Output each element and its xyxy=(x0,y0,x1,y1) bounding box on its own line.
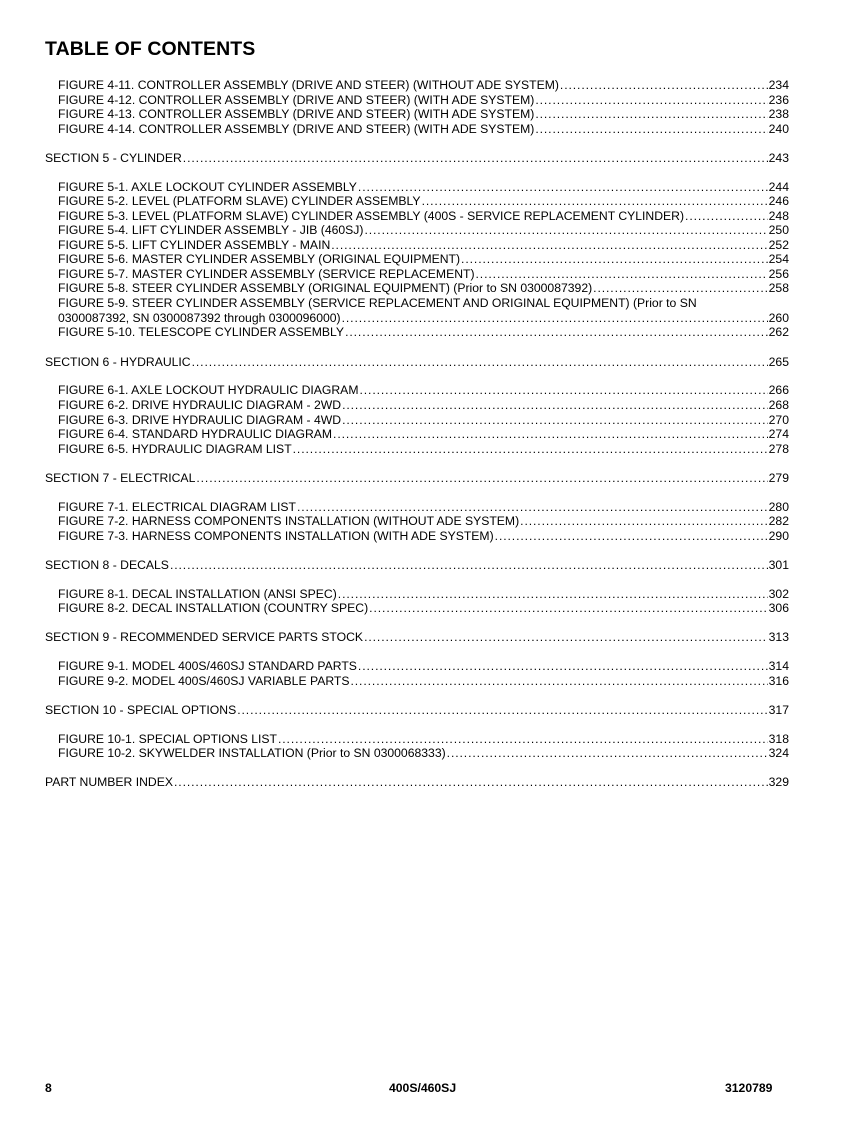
toc-entry-figure-5-2[interactable] xyxy=(58,194,789,209)
toc-entry-label: FIGURE 5-8. STEER CYLINDER ASSEMBLY (ORIGINAL EQUIPMENT) (Prior to SN 0300087392) xyxy=(58,281,593,295)
toc-entry-page: 234 xyxy=(768,78,789,92)
dot-leader xyxy=(196,471,767,486)
dot-leader xyxy=(520,514,768,529)
toc-entry-page: 280 xyxy=(768,500,789,514)
toc-entry-page: 254 xyxy=(768,252,789,266)
toc-entry-label: FIGURE 6-3. DRIVE HYDRAULIC DIAGRAM - 4WD xyxy=(58,413,342,427)
toc-entry-figure-5-8[interactable] xyxy=(58,281,789,296)
dot-leader xyxy=(560,78,768,93)
toc-entry-figure-5-4[interactable] xyxy=(58,223,789,238)
toc-entry-figure-4-11[interactable] xyxy=(58,78,789,93)
toc-entry-figure-5-3[interactable] xyxy=(58,209,789,224)
toc-entry-page: 301 xyxy=(768,558,789,572)
toc-entry-label: FIGURE 7-3. HARNESS COMPONENTS INSTALLATION (WITH ADE SYSTEM) xyxy=(58,529,494,543)
toc-entry-label: 0300087392, SN 0300087392 through 0300096000) xyxy=(58,311,341,325)
toc-entry-label: FIGURE 10-2. SKYWELDER INSTALLATION (Prior to SN 0300068333) xyxy=(58,746,446,760)
toc-entry-page: 274 xyxy=(768,427,789,441)
dot-leader xyxy=(350,674,767,689)
toc-entry-figure-4-13[interactable] xyxy=(58,107,789,122)
toc-entry-page: 268 xyxy=(768,398,789,412)
toc-entry-section-5[interactable] xyxy=(45,151,789,166)
toc-entry-page: 243 xyxy=(768,151,789,165)
footer-page-number: 8 xyxy=(45,1081,52,1095)
toc-entry-page: 252 xyxy=(768,238,789,252)
toc-entry-label: SECTION 5 - CYLINDER xyxy=(45,151,182,165)
dot-leader xyxy=(342,413,768,428)
dot-leader xyxy=(237,703,767,718)
dot-leader xyxy=(342,398,768,413)
toc-entry-label: FIGURE 6-1. AXLE LOCKOUT HYDRAULIC DIAGRAM xyxy=(58,383,359,397)
toc-entry-label: FIGURE 7-1. ELECTRICAL DIAGRAM LIST xyxy=(58,500,296,514)
dot-leader xyxy=(535,93,767,108)
toc-entry-page: 260 xyxy=(768,311,789,325)
toc-entry-label: SECTION 9 - RECOMMENDED SERVICE PARTS STOCK xyxy=(45,630,364,644)
toc-entry-page: 266 xyxy=(768,383,789,397)
dot-leader xyxy=(535,122,767,137)
toc-entry-figure-5-7[interactable] xyxy=(58,267,789,282)
toc-entry-section-7[interactable] xyxy=(45,471,789,486)
toc-entry-label: FIGURE 4-14. CONTROLLER ASSEMBLY (DRIVE AND STEER) (WITH ADE SYSTEM) xyxy=(58,122,535,136)
toc-entry-page: 256 xyxy=(768,267,789,281)
toc-entry-page: 244 xyxy=(768,180,789,194)
toc-entry-page: 236 xyxy=(768,93,789,107)
dot-leader xyxy=(593,281,768,296)
dot-leader xyxy=(183,151,768,166)
toc-entry-figure-10-2[interactable] xyxy=(58,746,789,761)
toc-entry-page: 329 xyxy=(768,775,789,789)
toc-entry-label: FIGURE 9-1. MODEL 400S/460SJ STANDARD PARTS xyxy=(58,659,357,673)
toc-entry-page: 238 xyxy=(768,107,789,121)
toc-entry-figure-5-6[interactable] xyxy=(58,252,789,267)
toc-entry-page: 240 xyxy=(768,122,789,136)
toc-entry-figure-5-5[interactable] xyxy=(58,238,789,253)
dot-leader xyxy=(358,180,768,195)
toc-entry-section-8[interactable] xyxy=(45,558,789,573)
toc-entry-section-9[interactable] xyxy=(45,630,789,645)
toc-entry-figure-4-12[interactable] xyxy=(58,93,789,108)
page-title: TABLE OF CONTENTS xyxy=(45,38,256,60)
toc-entry-page: 265 xyxy=(768,355,789,369)
toc-entry-page: 313 xyxy=(768,630,789,644)
toc-entry-figure-7-1[interactable] xyxy=(58,500,789,515)
toc-entry-label: FIGURE 4-12. CONTROLLER ASSEMBLY (DRIVE AND STEER) (WITH ADE SYSTEM) xyxy=(58,93,535,107)
dot-leader xyxy=(192,355,768,370)
footer-doc-number: 3120789 xyxy=(725,1081,773,1095)
dot-leader xyxy=(364,630,768,645)
toc-entry-figure-8-2[interactable] xyxy=(58,601,789,616)
toc-entry-label: FIGURE 7-2. HARNESS COMPONENTS INSTALLATION (WITHOUT ADE SYSTEM) xyxy=(58,514,520,528)
toc-entry-label: FIGURE 5-4. LIFT CYLINDER ASSEMBLY - JIB (460SJ) xyxy=(58,223,364,237)
dot-leader xyxy=(342,311,768,326)
dot-leader xyxy=(535,107,767,122)
dot-leader xyxy=(345,325,768,340)
toc-entry-page: 302 xyxy=(768,587,789,601)
toc-entry-page: 282 xyxy=(768,514,789,528)
footer-model: 400S/460SJ xyxy=(389,1081,457,1095)
dot-leader xyxy=(331,238,767,253)
toc-entry-label: SECTION 6 - HYDRAULIC xyxy=(45,355,191,369)
toc-entry-figure-10-1[interactable] xyxy=(58,732,789,747)
toc-entry-label: FIGURE 5-3. LEVEL (PLATFORM SLAVE) CYLINDER ASSEMBLY (400S - SERVICE REPLACEMENT CYLINDER) xyxy=(58,209,685,223)
toc-entry-page: 314 xyxy=(768,659,789,673)
dot-leader xyxy=(333,427,768,442)
toc-entry-page: 318 xyxy=(768,732,789,746)
toc-entry-figure-8-1[interactable] xyxy=(58,587,789,602)
dot-leader xyxy=(447,746,768,761)
toc-entry-page: 258 xyxy=(768,281,789,295)
toc-entry-label: FIGURE 6-2. DRIVE HYDRAULIC DIAGRAM - 2WD xyxy=(58,398,342,412)
dot-leader xyxy=(461,252,768,267)
toc-entry-figure-9-1[interactable] xyxy=(58,659,789,674)
toc-entry-section-6[interactable] xyxy=(45,355,789,370)
toc-entry-figure-7-2[interactable] xyxy=(58,514,789,529)
toc-entry-label: FIGURE 5-10. TELESCOPE CYLINDER ASSEMBLY xyxy=(58,325,345,339)
dot-leader xyxy=(359,383,767,398)
toc-entry-label: FIGURE 5-5. LIFT CYLINDER ASSEMBLY - MAIN xyxy=(58,238,331,252)
toc-entry-label: FIGURE 6-4. STANDARD HYDRAULIC DIAGRAM xyxy=(58,427,333,441)
toc-entry-page: 324 xyxy=(768,746,789,760)
toc-entry-label: SECTION 8 - DECALS xyxy=(45,558,169,572)
toc-entry-figure-9-2[interactable] xyxy=(58,674,789,689)
toc-entry-label: FIGURE 4-11. CONTROLLER ASSEMBLY (DRIVE AND STEER) (WITHOUT ADE SYSTEM) xyxy=(58,78,559,92)
toc-entry-page: 316 xyxy=(768,674,789,688)
toc-entry-page: 290 xyxy=(768,529,789,543)
toc-entry-label: FIGURE 10-1. SPECIAL OPTIONS LIST xyxy=(58,732,277,746)
dot-leader xyxy=(170,558,768,573)
toc-entry-label: PART NUMBER INDEX xyxy=(45,775,173,789)
toc-entry-label: FIGURE 9-2. MODEL 400S/460SJ VARIABLE PARTS xyxy=(58,674,350,688)
toc-entry-label: FIGURE 8-2. DECAL INSTALLATION (COUNTRY SPEC) xyxy=(58,601,369,615)
toc-entry-figure-5-9-line-1[interactable]: FIGURE 5-9. STEER CYLINDER ASSEMBLY (SERVICE REPLACEMENT AND ORIGINAL EQUIPMENT) (Prior to SN xyxy=(58,296,697,310)
toc-entry-figure-5-9[interactable] xyxy=(58,311,789,326)
dot-leader xyxy=(495,529,768,544)
dot-leader xyxy=(278,732,768,747)
toc-entry-page: 279 xyxy=(768,471,789,485)
toc-entry-figure-5-1[interactable] xyxy=(58,180,789,195)
toc-entry-label: FIGURE 5-6. MASTER CYLINDER ASSEMBLY (ORIGINAL EQUIPMENT) xyxy=(58,252,461,266)
dot-leader xyxy=(174,775,768,790)
dot-leader xyxy=(358,659,768,674)
toc-entry-label: FIGURE 8-1. DECAL INSTALLATION (ANSI SPEC) xyxy=(58,587,337,601)
toc-entry-figure-6-3[interactable] xyxy=(58,413,789,428)
dot-leader xyxy=(297,500,768,515)
toc-entry-label: FIGURE 6-5. HYDRAULIC DIAGRAM LIST xyxy=(58,442,292,456)
toc-entry-figure-6-2[interactable] xyxy=(58,398,789,413)
dot-leader xyxy=(364,223,767,238)
toc-entry-figure-6-5[interactable] xyxy=(58,442,789,457)
dot-leader xyxy=(369,601,767,616)
dot-leader xyxy=(338,587,768,602)
toc-entry-label: SECTION 10 - SPECIAL OPTIONS xyxy=(45,703,237,717)
toc-entry-label: FIGURE 5-2. LEVEL (PLATFORM SLAVE) CYLINDER ASSEMBLY xyxy=(58,194,421,208)
dot-leader xyxy=(293,442,768,457)
toc-entry-section-10[interactable] xyxy=(45,703,789,718)
toc-entry-figure-5-10[interactable] xyxy=(58,325,789,340)
toc-entry-page: 317 xyxy=(768,703,789,717)
toc-entry-page: 246 xyxy=(768,194,789,208)
toc-entry-figure-7-3[interactable] xyxy=(58,529,789,544)
toc-entry-page: 262 xyxy=(768,325,789,339)
dot-leader xyxy=(422,194,768,209)
toc-entry-page: 248 xyxy=(768,209,789,223)
toc-entry-page: 270 xyxy=(768,413,789,427)
toc-entry-label: FIGURE 5-7. MASTER CYLINDER ASSEMBLY (SERVICE REPLACEMENT) xyxy=(58,267,475,281)
toc-entry-label: FIGURE 4-13. CONTROLLER ASSEMBLY (DRIVE AND STEER) (WITH ADE SYSTEM) xyxy=(58,107,535,121)
toc-entry-page: 250 xyxy=(768,223,789,237)
toc-entry-label: SECTION 7 - ELECTRICAL xyxy=(45,471,196,485)
dot-leader xyxy=(685,209,768,224)
toc-entry-figure-6-4[interactable] xyxy=(58,427,789,442)
toc-entry-part-number-index[interactable] xyxy=(45,775,789,790)
toc-entry-page: 278 xyxy=(768,442,789,456)
toc-entry-page: 306 xyxy=(768,601,789,615)
dot-leader xyxy=(476,267,768,282)
toc-entry-label: FIGURE 5-1. AXLE LOCKOUT CYLINDER ASSEMBLY xyxy=(58,180,357,194)
toc-entry-figure-4-14[interactable] xyxy=(58,122,789,137)
toc-entry-figure-6-1[interactable] xyxy=(58,383,789,398)
